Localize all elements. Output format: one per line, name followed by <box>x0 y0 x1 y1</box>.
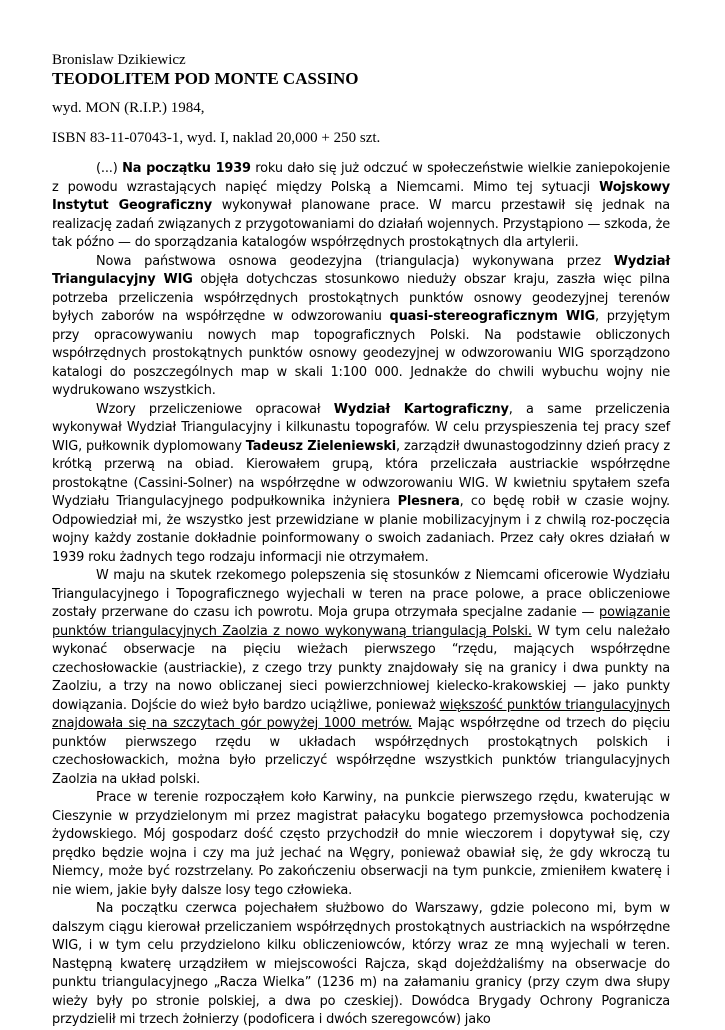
bold-text: Tadeusz Zieleniewski <box>245 438 397 454</box>
body-text <box>52 160 670 1030</box>
paragraph-6: Na początku czerwca pojechałem służbowo do Warszawy, gdzie polecono mi, bym w dalszym ciągu kierował przeliczaniem współrzędnych prostokątnych austriackich na współrzędne WIG, i w tym celu przydzielono kilku obliczeniowców, którzy wraz ze mną wyjechali w teren. Następną kwaterę urządziłem w miejscowości Rajcza, skąd dojeżdżaliśmy na obserwacje do punktu triangulacyjnego „Racza Wielka” (1236 m) na załamaniu granicy (przy czym dwa słupy wieży były po stronie polskiej, a dwa po czeskiej). Dowódca Brygady Ochrony Pogranicza przydzielił mi trzech żołnierzy (podoficera i dwóch szeregowców) jako <box>52 901 670 1027</box>
text-run: Mając współrzędne od trzech do pięciu punktów pierwszego rzędu w układach współrzędnych prostokątnych polskich i czechosłowackich, można było przeliczyć współrzędne wszystkich punktów triangulacyjnych Zaolzia na układ polski. <box>52 716 670 787</box>
bold-text: Plesnera <box>397 494 460 509</box>
text-run: , przyjętym przy opracowywaniu nowych map topograficznych Polski. Na podstawie obliczonych współrzędnych prostokątnych punktów osnowy geodezyjnej w odwzorowaniu WIG sporządzono katalogi do poszczególnych map w skali 1:100 000. Jednakże do chwili wybuchu wojny nie wydrukowano wszystkich. <box>52 309 670 398</box>
text-run: wykonywał planowane prace. W marcu przestawił się jednak na realizację zadań związanych z przygotowaniami do działań wojennych. Przystąpiono — szkoda, że tak późno — do sporządzania katalogów współrzędnych prostokątnych dla artylerii. <box>52 198 670 250</box>
paragraph-5: Prace w terenie rozpocząłem koło Karwiny, na punkcie pierwszego rzędu, kwaterując w Cieszynie w przydzielonym mi przez magistrat pałacyku bogatego przemysłowca pochodzenia żydowskiego. Mój gospodarz dość często przychodził do mnie wieczorem i dopytywał się, czy prędko będzie wojna i czy ma już jechać na Węgry, ponieważ obawiał się, że gdy wkroczą tu Niemcy, może być rozstrzelany. Po zakończeniu obserwacji na tym punkcie, zmieniłem kwaterę i nie wiem, jakie były dalsze losy tego człowieka. <box>52 790 670 898</box>
text-run: , co będę robił w czasie wojny. Odpowiedział mi, że wszystko jest przewidziane w planie mobilizacyjnym i z chwilą roz-poczęcia wojny każdy zostanie dokładnie poinformowany o swoich zadaniach. Przez cały okres działań w 1939 roku żadnych tego rodzaju informacji nie otrzymałem. <box>52 494 671 565</box>
text-run: roku dało się już odczuć w społeczeństwie wielkie zaniepokojenie z powodu wzrastających napięć między Polską a Niemcami. Mimo tej sytuacji <box>52 161 670 195</box>
text-run: W maju na skutek rzekomego polepszenia się stosunków z Niemcami oficerowie Wydziału Triangulacyjnego i Topograficznego wyjechali w teren na prace polowe, a prace obliczeniowe zostały przerwane do czasu ich powrotu. Moja grupa otrzymała specjalne zadanie — <box>52 568 670 620</box>
publisher-line: wyd. MON (R.I.P.) 1984, <box>52 100 205 116</box>
bold-text: Wydział Kartograficzny <box>333 401 509 417</box>
text-run: , zarządził dwunastogodzinny dzień pracy z krótką przerwą na obiad. Kierowałem grupą, która przeliczała austriackie współrzędne prostokątne (Cassini-Solner) na współrzędne w odwzorowaniu WIG. W kwietniu spytałem szefa Wydziału Triangulacyjnego podpułkownika inżyniera <box>52 438 670 509</box>
document-page <box>52 52 670 1030</box>
isbn-line: ISBN 83-11-07043-1, wyd. I, naklad 20,000 + 250 szt. <box>52 130 381 146</box>
paragraph-1 <box>52 160 670 253</box>
paragraph-4 <box>52 567 670 789</box>
author-name: Bronislaw Dzikiewicz <box>52 52 186 68</box>
bold-text: quasi-stereograficznym WIG <box>389 309 596 324</box>
underlined-text: większość punktów triangulacyjnych znajdowała się na szczytach gór powyżej 1000 metrów. <box>52 697 670 731</box>
book-title: TEODOLITEM POD MONTE CASSINO <box>52 69 359 88</box>
bold-text: Na początku 1939 <box>122 161 251 176</box>
paragraph-2 <box>52 253 670 401</box>
text-run: (...) <box>96 161 123 176</box>
text-run: Wzory przeliczeniowe opracował <box>96 401 334 417</box>
text-run: Nowa państwowa osnowa geodezyjna (triangulacja) wykonywana przez <box>96 253 614 269</box>
text-run: objęła dotychczas stosunkowo nieduży obszar kraju, zaszła więc pilna potrzeba przeliczenia współrzędnych prostokątnych punktów osnowy geodezyjnej terenów byłych zaborów na współrzędne w odwzorowaniu <box>52 272 670 324</box>
text-run: W tym celu należało wykonać obserwacje na pięciu wieżach pierwszego “rzędu, mających współrzędne czechosłowackie (austriackie), z czego trzy punkty znajdowały się na granicy i dwa punkty na Zaolziu, a trzy na nowo obliczanej sieci powierzchniowej kielecko-krakowskiej — jako punkty dowiązania. Dojście do wież było bardzo uciążliwe, ponieważ <box>52 623 670 713</box>
underlined-text: powiązanie punktów triangulacyjnych Zaolzia z nowo wykonywaną triangulacją Polski. <box>52 605 670 639</box>
text-run: , a same przeliczenia wykonywał Wydział Triangulacyjny i kilkunastu topografów. W celu przyspieszenia tej pracy szef WIG, pułkownik dyplomowany <box>52 401 670 454</box>
paragraph-3 <box>52 401 670 568</box>
bold-text: Wydział Triangulacyjny WIG <box>52 253 670 287</box>
bold-text: Wojskowy Instytut Geograficzny <box>52 179 670 213</box>
